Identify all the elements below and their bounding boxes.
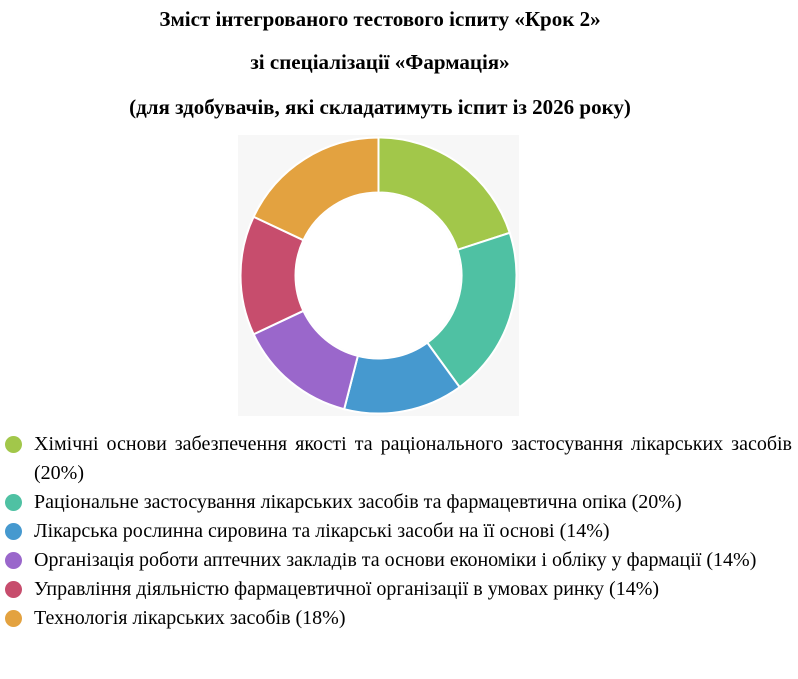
legend-swatch [5, 436, 22, 453]
legend-label: Раціональне застосування лікарських засобів та фармацевтична опіка (20%) [34, 491, 682, 513]
legend-item [0, 488, 798, 517]
legend-swatch [5, 552, 22, 569]
legend-label: Управління діяльністю фармацевтичної організації в умовах ринку (14%) [34, 578, 660, 600]
donut-chart [238, 135, 519, 416]
legend-item [0, 604, 798, 633]
legend-label: Технологія лікарських засобів (18%) [34, 607, 346, 629]
legend-swatch [5, 523, 22, 540]
legend-swatch [5, 494, 22, 511]
legend-item [0, 546, 798, 575]
legend-item [0, 575, 798, 604]
legend-swatch [5, 610, 22, 627]
legend-label: Лікарська рослинна сировина та лікарські засоби на її основі (14%) [34, 520, 610, 542]
chart-title-line-2: зі спеціалізації «Фармація» [250, 50, 510, 74]
chart-title-line-1: Зміст інтегрованого тестового іспиту «Крок 2» [159, 7, 601, 31]
chart-title-line-3: (для здобувачів, які складатимуть іспит із 2026 року) [129, 95, 631, 119]
legend-item [0, 517, 798, 546]
legend-item [0, 430, 798, 488]
legend-label: Хімічні основи забезпечення якості та раціонального застосування лікарських засобів (20%) [34, 433, 792, 484]
donut-hole [297, 194, 461, 358]
chart-legend [0, 430, 798, 633]
donut-chart-svg [238, 135, 519, 416]
legend-label: Організація роботи аптечних закладів та основи економіки і обліку у фармації (14%) [34, 549, 757, 571]
legend-swatch [5, 581, 22, 598]
